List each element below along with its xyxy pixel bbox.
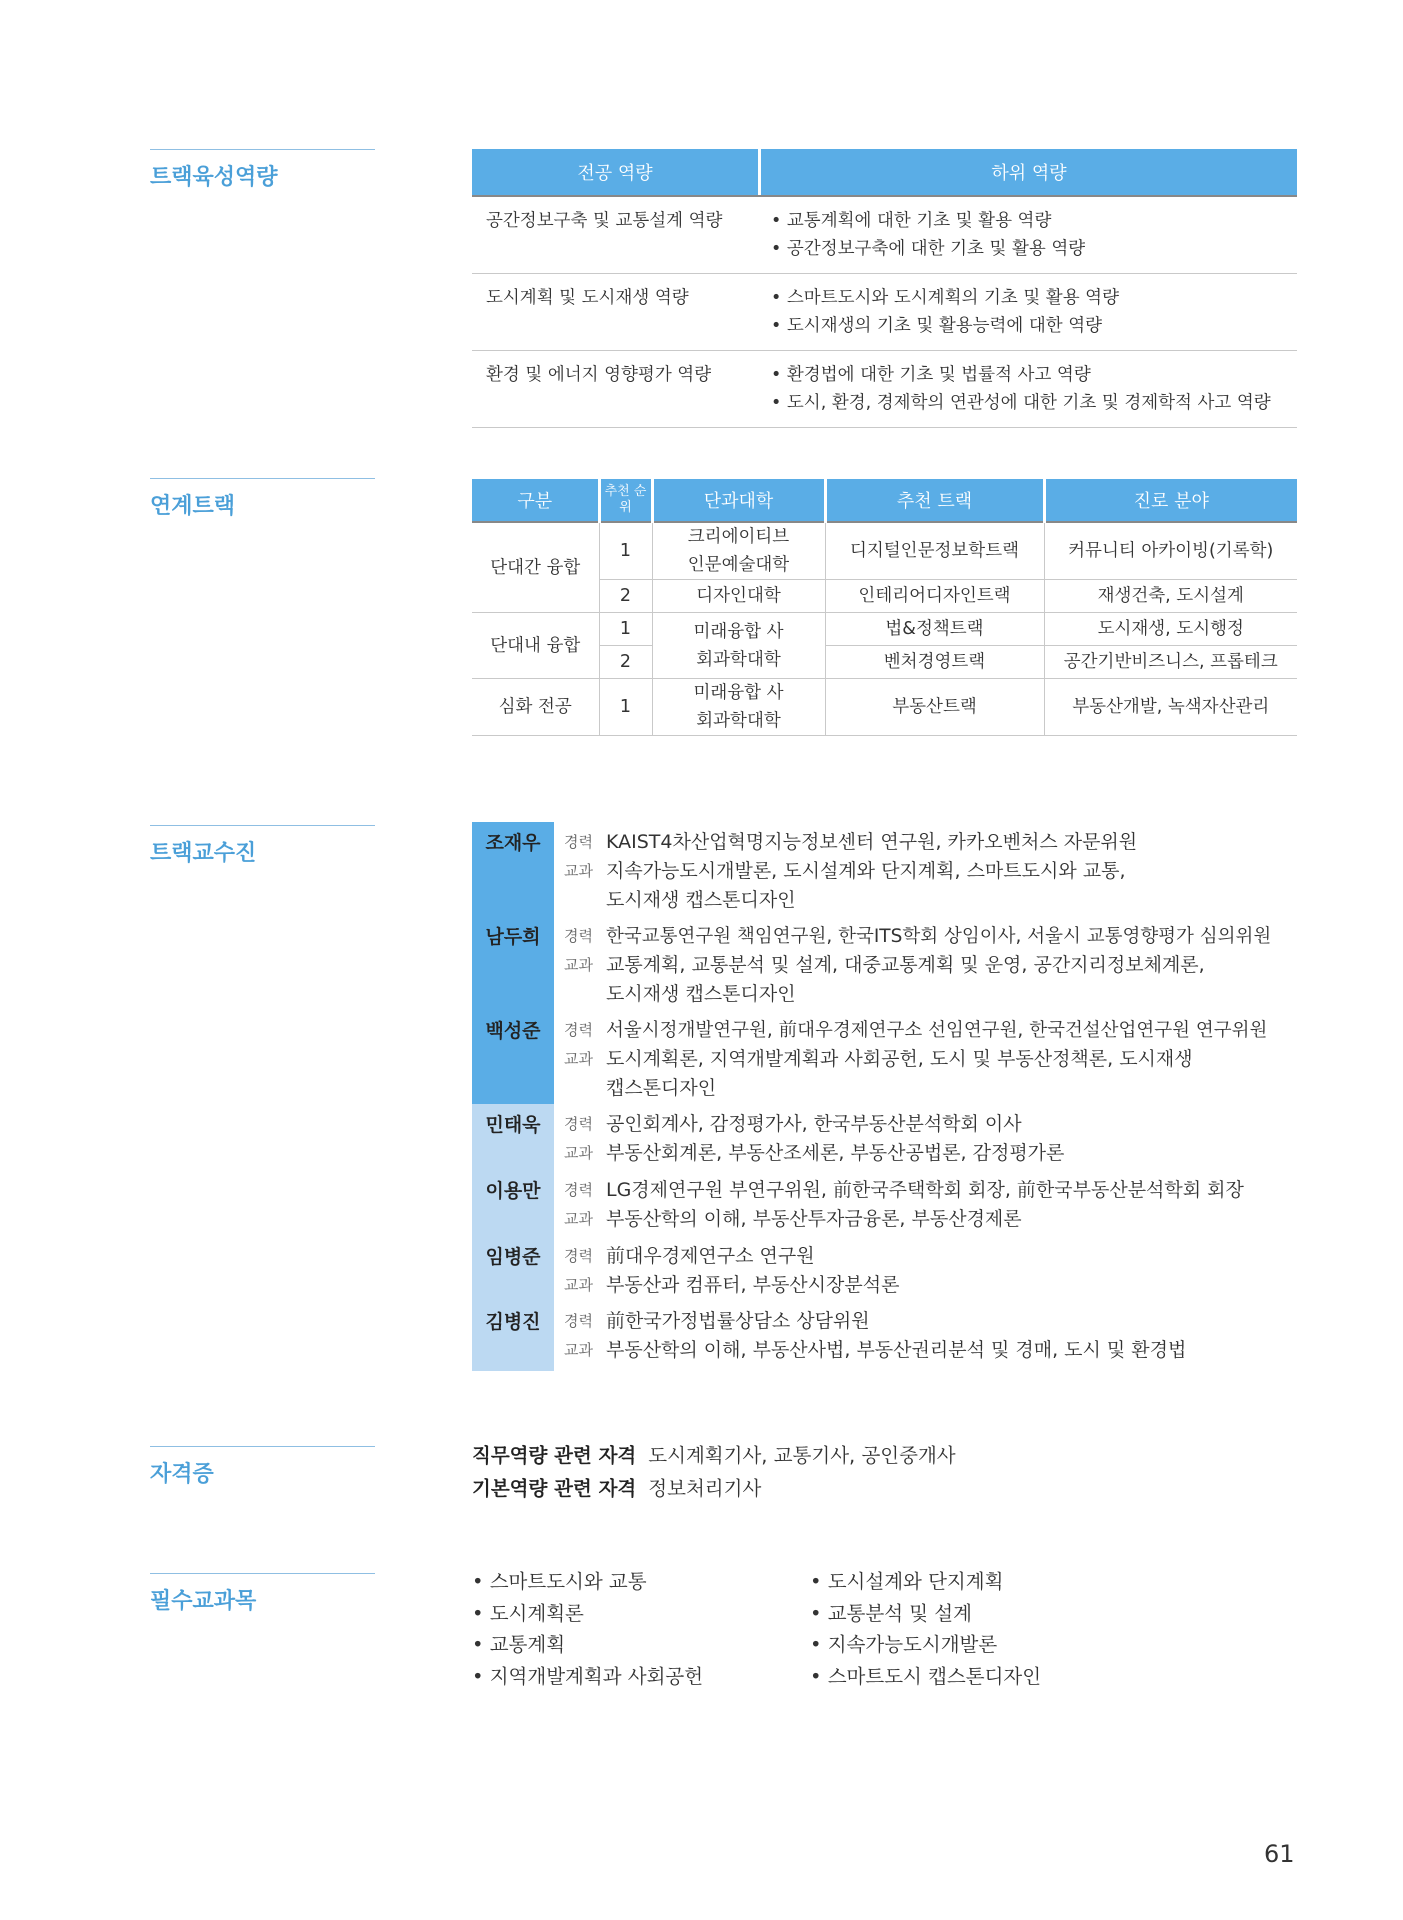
track-cell: 법&정책트랙 [825,613,1044,646]
college-cell: 미래융합 사회과학대학 [652,679,825,736]
college-cell: 디자인대학 [652,580,825,613]
section-label-required-courses: 필수교과목 [150,1573,375,1615]
faculty-member [472,1236,1312,1301]
rank-cell: 1 [599,679,652,736]
competency-table [472,149,1297,428]
category-cell: 단대간 융합 [472,522,599,613]
faculty-courses: 부동산학의 이해, 부동산사법, 부동산권리분석 및 경매, 도시 및 환경법 [606,1339,1187,1361]
rank-cell: 1 [599,613,652,646]
faculty-name: 김병진 [472,1301,554,1371]
career-tag: 경력 [564,927,593,945]
college-cell: 미래융합 사회과학대학 [652,613,825,679]
category-cell: 심화 전공 [472,679,599,736]
career-tag: 경력 [564,1021,593,1039]
faculty-name: 남두희 [472,916,554,1010]
major-competency: 공간정보구축 및 교통설계 역량 [472,196,758,274]
table-row [472,522,1297,580]
career-cell: 도시재생, 도시행정 [1044,613,1297,646]
faculty-career: 서울시정개발연구원, 前대우경제연구소 선임연구원, 한국건설산업연구원 연구위원 [606,1020,1268,1041]
table-row [472,613,1297,646]
rank-cell: 2 [599,580,652,613]
career-tag: 경력 [564,833,593,851]
table-row [472,274,1297,351]
category-cell: 단대내 융합 [472,613,599,679]
faculty-career: 공인회계사, 감정평가사, 한국부동산분석학회 이사 [606,1113,1022,1135]
list-item: • 스마트도시 캡스톤디자인 [810,1661,1041,1693]
list-item: • 도시계획론 [472,1598,703,1630]
faculty-name: 조재우 [472,822,554,916]
list-item: • 지역개발계획과 사회공헌 [472,1661,703,1693]
header-rank: 추천 순위 [599,479,652,522]
list-item: • 도시설계와 단지계획 [810,1566,1041,1598]
faculty-courses: 부동산과 컴퓨터, 부동산시장분석론 [606,1274,900,1296]
faculty-career: 前대우경제연구소 연구원 [606,1245,815,1267]
sub-competency: • 환경법에 대한 기초 및 법률적 사고 역량 • 도시, 환경, 경제학의 연관성에 대한 기초 및 경제학적 사고 역량 [761,351,1297,428]
header-recommended-track: 추천 트랙 [825,479,1044,522]
faculty-member [472,1104,1312,1170]
faculty-name: 이용만 [472,1170,554,1236]
career-tag: 경력 [564,1181,593,1199]
faculty-courses: 부동산학의 이해, 부동산투자금융론, 부동산경제론 [606,1208,1022,1230]
sub-competency: • 교통계획에 대한 기초 및 활용 역량 • 공간정보구축에 대한 기초 및 활용 역량 [761,196,1297,274]
faculty-courses: 지속가능도시개발론, 도시설계와 단지계획, 스마트도시와 교통, 도시재생 캡스톤디자인 [606,860,1126,911]
list-item: • 교통분석 및 설계 [810,1598,1041,1630]
course-tag: 교과 [564,956,593,974]
rank-cell: 1 [599,522,652,580]
faculty-member [472,1170,1312,1236]
career-tag: 경력 [564,1115,593,1133]
course-tag: 교과 [564,1050,593,1068]
page-number: 61 [1264,1840,1295,1868]
job-cert-label: 직무역량 관련 자격 [472,1444,637,1467]
course-tag: 교과 [564,1144,593,1162]
faculty-career: LG경제연구원 부연구위원, 前한국주택학회 회장, 前한국부동산분석학회 회장 [606,1179,1244,1201]
faculty-name: 임병준 [472,1236,554,1301]
section-label-linked-track: 연계트랙 [150,478,375,520]
major-competency: 환경 및 에너지 영향평가 역량 [472,351,758,428]
course-tag: 교과 [564,1341,593,1359]
college-cell: 크리에이티브 인문예술대학 [652,522,825,580]
faculty-member [472,916,1312,1010]
major-competency: 도시계획 및 도시재생 역량 [472,274,758,351]
faculty-career: KAIST4차산업혁명지능정보센터 연구원, 카카오벤처스 자문위원 [606,831,1138,853]
course-tag: 교과 [564,1210,593,1228]
faculty-career: 한국교통연구원 책임연구원, 한국ITS학회 상임이사, 서울시 교통영향평가 심의위원 [606,926,1272,947]
course-tag: 교과 [564,1276,593,1294]
faculty-courses: 부동산회계론, 부동산조세론, 부동산공법론, 감정평가론 [606,1142,1065,1164]
table-row [472,196,1297,274]
header-sub-competency: 하위 역량 [761,149,1297,196]
track-cell: 벤처경영트랙 [825,646,1044,679]
header-college: 단과대학 [652,479,825,522]
faculty-list [472,822,1312,1371]
header-major-competency: 전공 역량 [472,149,758,196]
track-cell: 부동산트랙 [825,679,1044,736]
linked-track-table [472,479,1297,736]
sub-competency: • 스마트도시와 도시계획의 기초 및 활용 역량 • 도시재생의 기초 및 활용능력에 대한 역량 [761,274,1297,351]
course-tag: 교과 [564,862,593,880]
faculty-name: 민태욱 [472,1104,554,1170]
faculty-courses: 교통계획, 교통분석 및 설계, 대중교통계획 및 운영, 공간지리정보체계론, 도시재생 캡스톤디자인 [606,954,1205,1005]
faculty-member [472,822,1312,916]
table-row [472,679,1297,736]
career-tag: 경력 [564,1247,593,1265]
header-category: 구분 [472,479,599,522]
career-cell: 부동산개발, 녹색자산관리 [1044,679,1297,736]
faculty-member [472,1010,1312,1104]
basic-cert-value: 정보처리기사 [648,1477,762,1500]
required-courses-right [810,1566,1041,1692]
list-item: • 스마트도시와 교통 [472,1566,703,1598]
career-tag: 경력 [564,1312,593,1330]
section-label-certificates: 자격증 [150,1446,375,1488]
career-cell: 공간기반비즈니스, 프롭테크 [1044,646,1297,679]
track-cell: 인테리어디자인트랙 [825,580,1044,613]
section-label-faculty: 트랙교수진 [150,825,375,867]
list-item: • 지속가능도시개발론 [810,1629,1041,1661]
job-cert-value: 도시계획기사, 교통기사, 공인중개사 [648,1444,956,1467]
faculty-career: 前한국가정법률상담소 상담위원 [606,1310,870,1332]
track-cell: 디지털인문정보학트랙 [825,522,1044,580]
header-career-field: 진로 분야 [1044,479,1297,522]
list-item: • 교통계획 [472,1629,703,1661]
section-label-track-competency: 트랙육성역량 [150,149,375,191]
rank-cell: 2 [599,646,652,679]
career-cell: 재생건축, 도시설계 [1044,580,1297,613]
required-courses-left [472,1566,703,1692]
faculty-courses: 도시계획론, 지역개발계획과 사회공헌, 도시 및 부동산정책론, 도시재생 캡스톤디자인 [606,1048,1193,1099]
table-row [472,351,1297,428]
faculty-name: 백성준 [472,1010,554,1104]
faculty-member [472,1301,1312,1371]
certificates-block [472,1439,956,1505]
career-cell: 커뮤니티 아카이빙(기록학) [1044,522,1297,580]
basic-cert-label: 기본역량 관련 자격 [472,1477,637,1500]
